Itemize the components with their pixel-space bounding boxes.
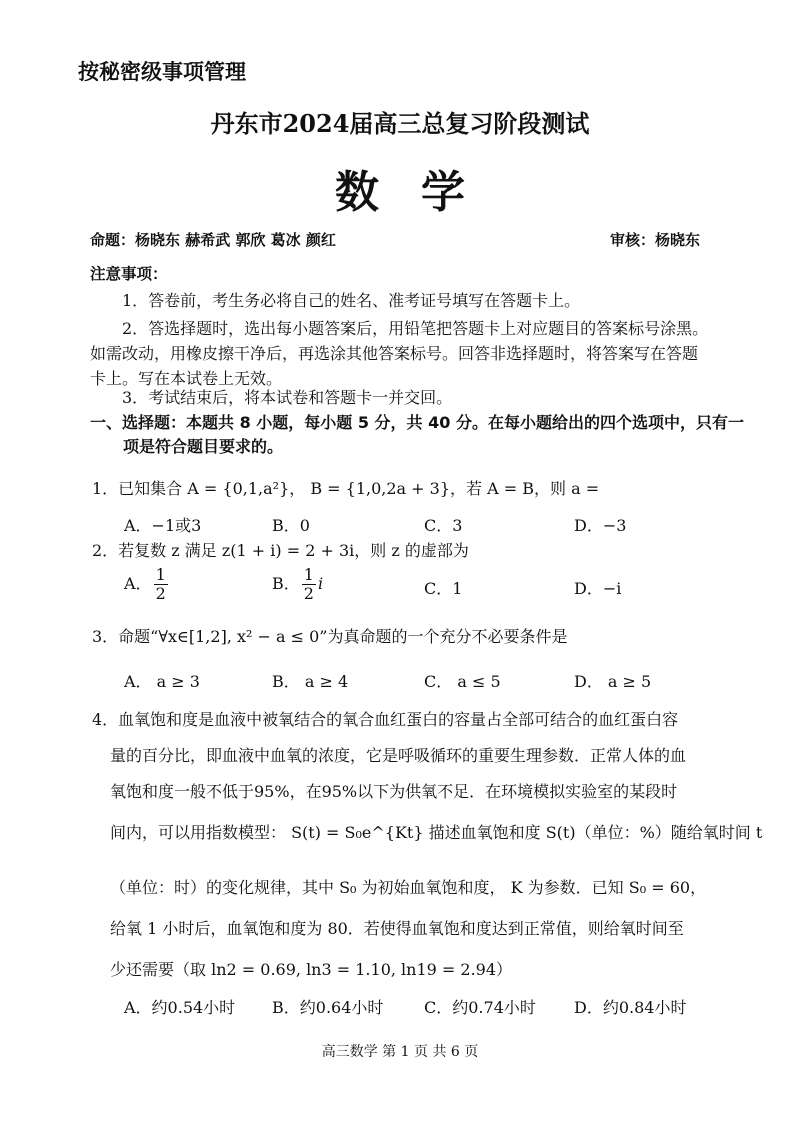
q2-option-b <box>272 566 323 603</box>
notes-title: 注意事项： <box>90 265 168 283</box>
q3-option-d: D． a ≥ 5 <box>574 672 652 691</box>
question-4-line: 少还需要（取 ln2 = 0.69, ln3 = 1.10, ln19 = 2.94） <box>110 960 513 979</box>
fraction-denominator: 2 <box>303 584 314 603</box>
note-item: 3．考试结束后，将本试卷和答题卡一并交回。 <box>122 388 453 407</box>
question-4-line: （单位：时）的变化规律，其中 S₀ 为初始血氧饱和度， K 为参数．已知 S₀ = 60， <box>110 878 707 897</box>
fraction-denominator: 2 <box>155 584 166 603</box>
q4-option-b: B．约0.64小时 <box>272 998 384 1017</box>
q2-option-a <box>124 566 170 603</box>
question-1-stem: 1．已知集合 A = {0,1,a²}， B = {1,0,2a + 3}，若 A = B，则 a = <box>92 479 600 498</box>
q2-option-a-fraction <box>154 566 168 603</box>
question-2-stem: 2．若复数 z 满足 z(1 + i) = 2 + 3i，则 z 的虚部为 <box>92 541 469 560</box>
exam-title: 丹东市2024届高三总复习阶段测试 <box>210 109 590 138</box>
question-4-line: 给氧 1 小时后，血氧饱和度为 80．若使得血氧饱和度达到正常值，则给氧时间至 <box>110 919 684 938</box>
q2-option-c: C．1 <box>424 579 463 598</box>
note-item: 2．答选择题时，选出每小题答案后，用铅笔把答题卡上对应题目的答案标号涂黑。如需改动，用橡皮擦干净后，再选涂其他答案标号。回答非选择题时，将答案写在答题卡上。写在本试卷上无效。 <box>90 319 709 388</box>
reviewer-line: 审核：杨晓东 <box>610 231 701 249</box>
note-item: 1．答卷前，考生务必将自己的姓名、准考证号填写在答题卡上。 <box>122 291 581 310</box>
q2-option-d: D．−i <box>574 579 622 598</box>
confidential-label: 按秘密级事项管理 <box>78 59 246 84</box>
q2-option-b-suffix: i <box>317 574 324 593</box>
q2-option-b-label: B． <box>272 574 300 593</box>
fraction-numerator: 1 <box>303 565 314 584</box>
page-footer: 高三数学 第 1 页 共 6 页 <box>321 1044 479 1060</box>
q1-option-d: D．−3 <box>574 516 627 535</box>
question-3-stem: 3．命题“∀x∈[1,2], x² − a ≤ 0”为真命题的一个充分不必要条件是 <box>92 627 568 646</box>
section-heading: 一、选择题：本题共 8 小题，每小题 5 分，共 40 分。在每小题给出的四个选项中，只有一项是符合题目要求的。 <box>90 413 744 456</box>
question-4-line: 间内，可以用指数模型： S(t) = S₀e^{Kt} 描述血氧饱和度 S(t)（单位：%）随给氧时间 t <box>110 823 763 842</box>
q2-option-b-fraction <box>302 566 316 603</box>
question-4-line: 量的百分比，即血液中血氧的浓度，它是呼吸循环的重要生理参数．正常人体的血 <box>110 746 687 765</box>
q4-option-c: C．约0.74小时 <box>424 998 536 1017</box>
q4-option-a: A．约0.54小时 <box>124 998 236 1017</box>
authors-line: 命题：杨晓东 赫希武 郭欣 葛冰 颜红 <box>90 231 336 249</box>
subject-title: 数学 <box>335 167 507 218</box>
q3-option-a: A． a ≥ 3 <box>124 672 200 691</box>
q3-option-c: C． a ≤ 5 <box>424 672 501 691</box>
q1-option-c: C．3 <box>424 516 463 535</box>
q4-option-d: D．约0.84小时 <box>574 998 687 1017</box>
fraction-numerator: 1 <box>155 565 166 584</box>
q1-option-b: B．0 <box>272 516 310 535</box>
q3-option-b: B． a ≥ 4 <box>272 672 349 691</box>
q2-option-a-label: A． <box>124 574 152 593</box>
q1-option-a: A．−1或3 <box>124 516 202 535</box>
question-4-line: 氧饱和度一般不低于95%，在95%以下为供氧不足．在环境模拟实验室的某段时 <box>110 782 678 801</box>
question-4-line: 4．血氧饱和度是血液中被氧结合的氧合血红蛋白的容量占全部可结合的血红蛋白容 <box>92 710 679 729</box>
